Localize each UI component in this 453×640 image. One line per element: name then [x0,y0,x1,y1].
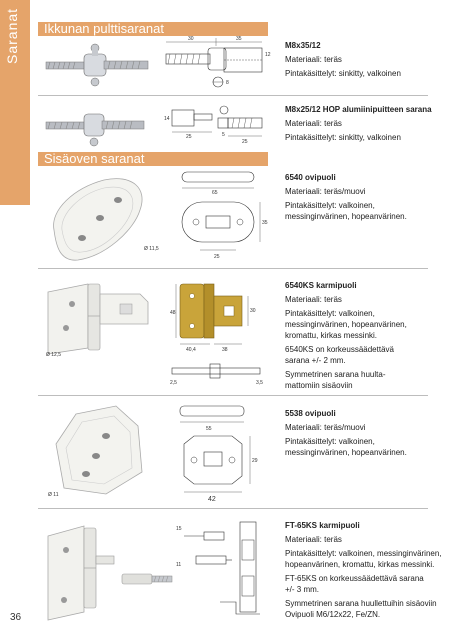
product-photo-frame-hinge-6540ks [44,278,172,358]
side-tab [0,0,30,205]
spec-block [285,520,445,623]
dimension-label: 42 [208,496,216,503]
dimension-label: 15 [176,526,182,532]
spec-line: Materiaali: teräs [285,295,342,304]
technical-drawing-door-plate-5538 [170,400,276,504]
dimension-label: 8 [226,80,229,86]
spec-line: Pintakäsittelyt: sinkitty, valkoinen [285,69,401,78]
technical-drawing-alu-hinge [162,100,274,146]
dimension-label: 29 [252,458,258,464]
technical-drawing-frame-hinge-6540ks [170,272,276,390]
dimension-label: 5 [222,132,225,138]
spec-block [285,172,445,225]
spec-line: Materiaali: teräs [285,535,342,544]
spec-line: Pintakäsittelyt: sinkitty, valkoinen [285,133,401,142]
spec-line: Pintakäsittelyt: valkoinen, messinginvärinen, hopeanvärinen, kromattu, kirkas messinki. [285,309,407,340]
dimension-label: 35 [236,36,242,42]
spec-line: Materiaali: teräs/muovi [285,187,366,196]
spec-line: Materiaali: teräs [285,55,342,64]
page-number: 36 [10,612,22,623]
dimension-label: Ø 11 [48,492,59,498]
spec-line: FT-65KS on korkeussäädettävä sarana +/- 3 mm. [285,574,424,594]
spec-line: Pintakäsittelyt: valkoinen, messinginvärinen, hopeanvärinen. [285,437,407,457]
dimension-label: 25 [242,139,248,145]
product-photo-frame-hinge-ft65ks [40,516,180,628]
product-photo-door-plate-6540 [44,170,184,266]
dimension-label: 11 [176,562,182,568]
spec-line: Materiaali: teräs [285,119,342,128]
dimension-label: 25 [186,134,192,140]
spec-block [285,104,445,146]
product-name: 6540KS karmipuoli [285,281,357,290]
product-name: 6540 ovipuoli [285,173,336,182]
dimension-label: 65 [212,190,218,196]
dimension-label: 30 [188,36,194,42]
dimension-label: 25 [214,254,220,260]
dimension-label: 30 [250,308,256,314]
spec-line: 6540KS on korkeussäädettävä sarana +/- 2 mm. [285,345,394,365]
divider [38,268,428,269]
product-photo-alu-hinge [40,104,160,148]
technical-drawing-frame-hinge-ft65ks [176,516,276,626]
dimension-label: 40,4 [186,347,196,353]
dimension-label: 3,5 [256,380,263,386]
spec-line: Pintakäsittelyt: valkoinen, messinginvärinen, hopeanvärinen, kromattu, kirkas messinki. [285,549,442,569]
product-photo-door-plate-5538 [46,400,176,500]
product-photo-bolt-hinge [40,40,160,90]
spec-block [285,40,445,82]
spec-line: Symmetrinen sarana huullettuihin sisäoviin Ovipuoli M6/12x22, Fe/ZN. [285,599,437,619]
dimension-label: Ø 11,5 [144,246,159,252]
spec-block [285,280,445,394]
technical-drawing-door-plate-6540 [176,162,276,266]
dimension-label: 48 [170,310,176,316]
spec-line: Pintakäsittelyt: valkoinen, messinginvärinen, hopeanvärinen. [285,201,407,221]
spec-block [285,408,445,461]
dimension-label: 12 [265,52,271,58]
product-name: 5538 ovipuoli [285,409,336,418]
section-title: Sisäoven saranat [44,151,145,166]
dimension-label: 55 [206,426,212,432]
product-name: M8x25/12 HOP alumiinipuitteen sarana [285,105,432,114]
section-title: Ikkunan pulttisaranat [44,21,164,36]
spec-line: Materiaali: teräs/muovi [285,423,366,432]
dimension-label: Ø 12,5 [46,352,62,358]
side-tab-label: Saranat [4,8,20,65]
dimension-label: 38 [222,347,228,353]
divider [38,395,428,396]
divider [38,508,428,509]
spec-line: Symmetrinen sarana huulta- mattomiin sisäoviin [285,370,386,390]
divider [38,95,428,96]
dimension-label: 14 [164,116,170,122]
product-name: FT-65KS karmipuoli [285,521,360,530]
dimension-label: 2,5 [170,380,177,386]
dimension-label: 35 [262,220,268,226]
technical-drawing-bolt-hinge [162,34,274,92]
product-name: M8x35/12 [285,41,321,50]
